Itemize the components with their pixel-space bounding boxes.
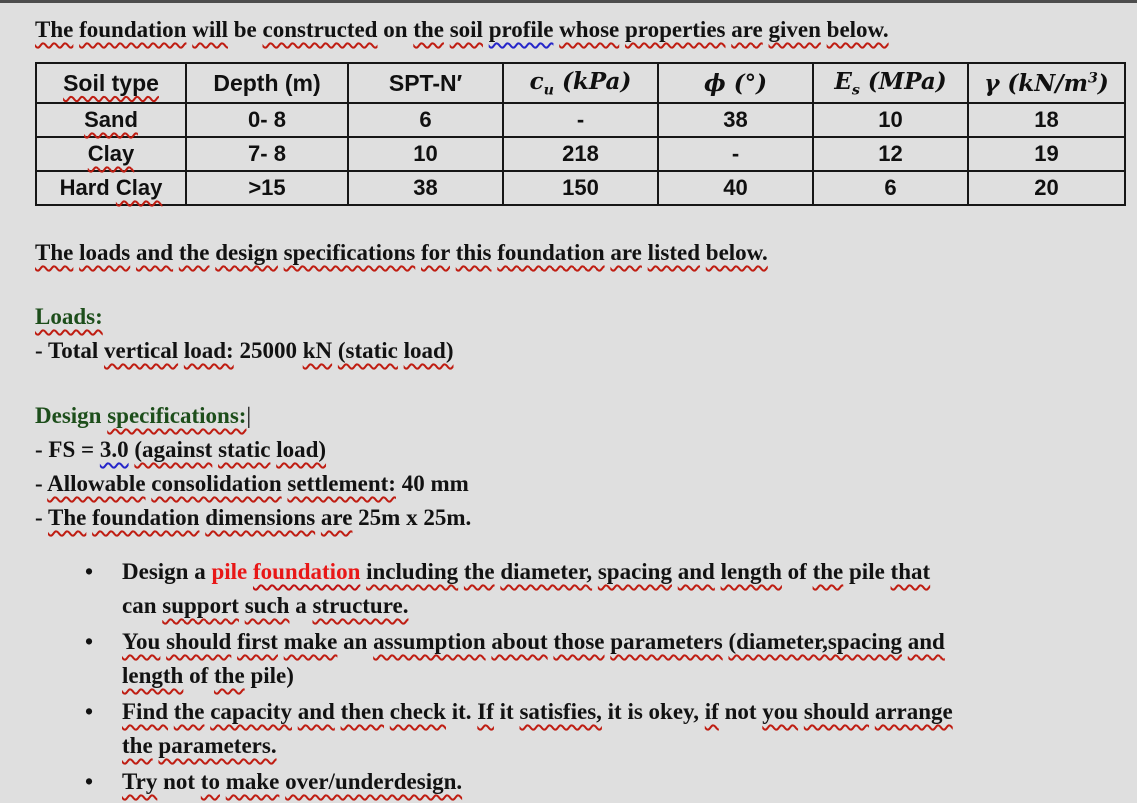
text-segment: ) (1097, 69, 1109, 97)
text-segment: for (421, 240, 450, 265)
loads-item-total-vertical-load (35, 334, 1123, 368)
text-segment: 40 mm (395, 471, 469, 496)
text-segment: the (178, 240, 210, 265)
text-segment: - FS = (35, 437, 100, 462)
text-segment: parameters (610, 629, 723, 654)
text-segment: >15 (248, 175, 286, 200)
text-segment: not (718, 699, 763, 724)
table-cell (36, 137, 186, 171)
text-segment: Clay (115, 175, 163, 200)
loads-heading (35, 300, 1123, 334)
text-segment: γ (kN/m (984, 69, 1088, 97)
text-segment: ϕ (°) (704, 69, 767, 97)
text-segment: The (48, 505, 87, 530)
table-cell (348, 137, 503, 171)
text-segment: If (477, 699, 494, 724)
text-segment: should (803, 699, 870, 724)
text-segment: length (122, 663, 184, 688)
table-cell (813, 171, 968, 205)
text-segment: 18 (1034, 107, 1059, 132)
text-segment: are (320, 505, 353, 530)
text-segment: can (122, 593, 163, 618)
text-segment: 25000 (233, 338, 303, 363)
text-segment: loads (79, 240, 131, 265)
text-segment: given (768, 17, 821, 42)
text-segment: specifications: (107, 403, 247, 428)
table-cell (503, 171, 658, 205)
text-segment: on (377, 17, 414, 42)
text-segment: arrange (874, 699, 953, 724)
text-segment: structure. (312, 593, 409, 618)
soil-properties-table (35, 62, 1126, 206)
text-segment: foundation (252, 559, 361, 584)
text-segment: satisfies, (519, 699, 602, 724)
bullet-dot-icon: • (85, 629, 94, 654)
text-segment: check (389, 699, 446, 724)
text-segment: vertical (104, 338, 179, 363)
text-segment: load) (276, 437, 327, 462)
text-segment: over/underdesign. (285, 769, 463, 794)
text-segment: The (35, 240, 74, 265)
text-segment: 10 (878, 107, 903, 132)
text-segment: 40 (723, 175, 748, 200)
text-segment: below. (826, 17, 889, 42)
text-segment: load: (183, 338, 234, 363)
text-segment: the (413, 17, 444, 42)
bullet-item (35, 695, 1123, 763)
text-segment: should (166, 629, 232, 654)
text-segment: assumption (373, 629, 486, 654)
table-cell (503, 137, 658, 171)
table-cell (348, 103, 503, 137)
text-segment: the (122, 733, 153, 758)
text-segment: Try (122, 769, 158, 794)
text-segment: 0- 8 (248, 107, 286, 132)
bullet-line (122, 555, 1123, 589)
table-cell (36, 171, 186, 205)
text-segment: the (463, 559, 495, 584)
text-segment: of (183, 663, 215, 688)
text-segment: spacing (597, 559, 672, 584)
text-segment: will (192, 17, 228, 42)
text-segment: - (576, 107, 585, 132)
text-segment: Clay (87, 141, 135, 166)
text-segment: first (237, 629, 278, 654)
text-segment: make (283, 629, 338, 654)
text-segment: properties (624, 17, 726, 42)
text-segment: then (340, 699, 385, 724)
design-spec-item-settlement (35, 467, 1123, 501)
text-segment: to (200, 769, 220, 794)
table-row (36, 171, 1125, 205)
text-segment: diameter, (500, 559, 593, 584)
text-segment: static (218, 437, 271, 462)
table-cell (658, 171, 813, 205)
text-segment: not (157, 769, 201, 794)
table-cell (968, 137, 1125, 171)
bullet-dot-icon: • (85, 699, 94, 724)
text-segment: Find (122, 699, 169, 724)
text-segment: u (543, 82, 555, 99)
text-segment: (diameter,spacing (728, 629, 902, 654)
text-segment: 6 (884, 175, 897, 200)
text-segment: the (812, 559, 844, 584)
text-segment: the (214, 663, 245, 688)
text-segment: Hard (59, 175, 116, 200)
table-cell (503, 103, 658, 137)
text-segment: are (731, 17, 763, 42)
text-segment: - (35, 471, 48, 496)
text-segment: length (720, 559, 782, 584)
text-segment: 25m x 25m. (352, 505, 472, 530)
text-segment: 10 (413, 141, 438, 166)
text-segment: pile) (244, 663, 294, 688)
text-segment: and (135, 240, 174, 265)
text-segment: c (529, 67, 544, 95)
text-segment: profile (488, 17, 554, 42)
table-cell (186, 171, 348, 205)
text-segment: 6 (419, 107, 432, 132)
text-segment: 3 (1087, 69, 1098, 86)
text-segment: including (366, 559, 459, 584)
text-segment: Design a (122, 559, 212, 584)
design-spec-item-dimensions (35, 501, 1123, 535)
table-cell (186, 103, 348, 137)
design-spec-item-fs (35, 433, 1123, 467)
text-segment: support (162, 593, 239, 618)
text-segment: if (704, 699, 719, 724)
bullet-list (35, 555, 1123, 799)
text-segment: You (122, 629, 161, 654)
text-segment: settlement: (287, 471, 396, 496)
text-segment: E (834, 67, 852, 95)
text-segment: The (35, 17, 74, 42)
text-segment: and (677, 559, 715, 584)
document-body (0, 3, 1137, 799)
text-segment: specifications (283, 240, 416, 265)
text-segment: Soil type (63, 69, 159, 96)
table-body (36, 103, 1125, 205)
text-segment: of (781, 559, 813, 584)
table-cell (186, 137, 348, 171)
text-segment: 12 (878, 141, 903, 166)
bullet-dot-icon: • (85, 559, 94, 584)
text-segment: 38 (413, 175, 438, 200)
text-segment: design (215, 240, 278, 265)
text-segment: 20 (1034, 175, 1059, 200)
text-segment: it is okey, (601, 699, 705, 724)
table-cell (813, 103, 968, 137)
text-segment: SPT-N′ (388, 69, 463, 96)
text-segment: foundation (79, 17, 187, 42)
text-segment: 150 (562, 175, 599, 200)
text-segment: foundation (497, 240, 605, 265)
text-segment: parameters. (158, 733, 277, 758)
text-segment: s (851, 82, 860, 99)
table-cell (813, 137, 968, 171)
table-header-cell (348, 63, 503, 103)
text-segment: - (35, 505, 48, 530)
table-header-cell (658, 63, 813, 103)
text-segment: dimensions (205, 505, 316, 530)
table-header-cell (36, 63, 186, 103)
text-segment: consolidation (151, 471, 282, 496)
table-header-cell (503, 63, 658, 103)
design-specs-heading (35, 399, 1123, 433)
bullet-line (122, 695, 1123, 729)
text-segment: foundation (92, 505, 200, 530)
text-segment: 218 (562, 141, 599, 166)
text-segment: be (228, 17, 263, 42)
text-segment: a (289, 593, 313, 618)
text-segment: you (762, 699, 799, 724)
text-segment: 38 (723, 107, 748, 132)
table-row (36, 137, 1125, 171)
table-header-cell (968, 63, 1125, 103)
table-cell (658, 137, 813, 171)
text-segment: those (553, 629, 605, 654)
text-segment: pile (211, 559, 253, 584)
text-segment: are (610, 240, 642, 265)
text-segment: kN (302, 338, 333, 363)
text-segment: it. (445, 699, 478, 724)
bullet-line (122, 659, 1123, 693)
text-segment: 3.0 (99, 437, 129, 462)
table-cell (658, 103, 813, 137)
bullet-line (122, 589, 1123, 623)
text-segment: Depth (m) (213, 69, 321, 96)
table-cell (36, 103, 186, 137)
bullet-line (122, 729, 1123, 763)
text-segment: such (244, 593, 290, 618)
table-header-cell (813, 63, 968, 103)
text-segment: listed (647, 240, 701, 265)
text-segment: capacity (210, 699, 292, 724)
text-segment: below. (705, 240, 768, 265)
bullet-line (122, 625, 1123, 659)
text-segment: 19 (1034, 141, 1059, 166)
text-segment: it (493, 699, 520, 724)
text-segment: Allowable (47, 471, 146, 496)
bullet-line (122, 765, 1123, 799)
text-segment: Loads: (35, 304, 103, 329)
text-segment: - Total (35, 338, 105, 363)
text-segment: soil (449, 17, 483, 42)
text-segment: (MPa) (859, 67, 947, 95)
loads-specs-paragraph (35, 236, 1123, 270)
text-segment: (against (134, 437, 213, 462)
bullet-dot-icon: • (85, 769, 94, 794)
bullet-item (35, 625, 1123, 693)
table-cell (968, 171, 1125, 205)
text-segment: pile (843, 559, 891, 584)
text-segment: Sand (84, 107, 138, 132)
text-segment: and (907, 629, 945, 654)
text-segment: the (173, 699, 205, 724)
bullet-item (35, 765, 1123, 799)
text-segment: (static (337, 338, 398, 363)
table-row (36, 103, 1125, 137)
text-segment: Design (35, 403, 108, 428)
table-cell (348, 171, 503, 205)
text-segment: (kPa) (554, 67, 632, 95)
text-segment: this (455, 240, 492, 265)
text-segment: that (890, 559, 931, 584)
text-cursor: | (246, 403, 252, 428)
intro-paragraph (35, 13, 1123, 47)
table-header-row (36, 63, 1125, 103)
bullet-item (35, 555, 1123, 623)
text-segment: and (297, 699, 335, 724)
text-segment: - (731, 141, 740, 166)
text-segment: whose (559, 17, 620, 42)
text-segment: 7- 8 (248, 141, 286, 166)
text-segment: load) (403, 338, 454, 363)
table-header-cell (186, 63, 348, 103)
table-cell (968, 103, 1125, 137)
text-segment: about (491, 629, 548, 654)
text-segment: an (337, 629, 374, 654)
text-segment: make (225, 769, 280, 794)
text-segment: constructed (262, 17, 378, 42)
